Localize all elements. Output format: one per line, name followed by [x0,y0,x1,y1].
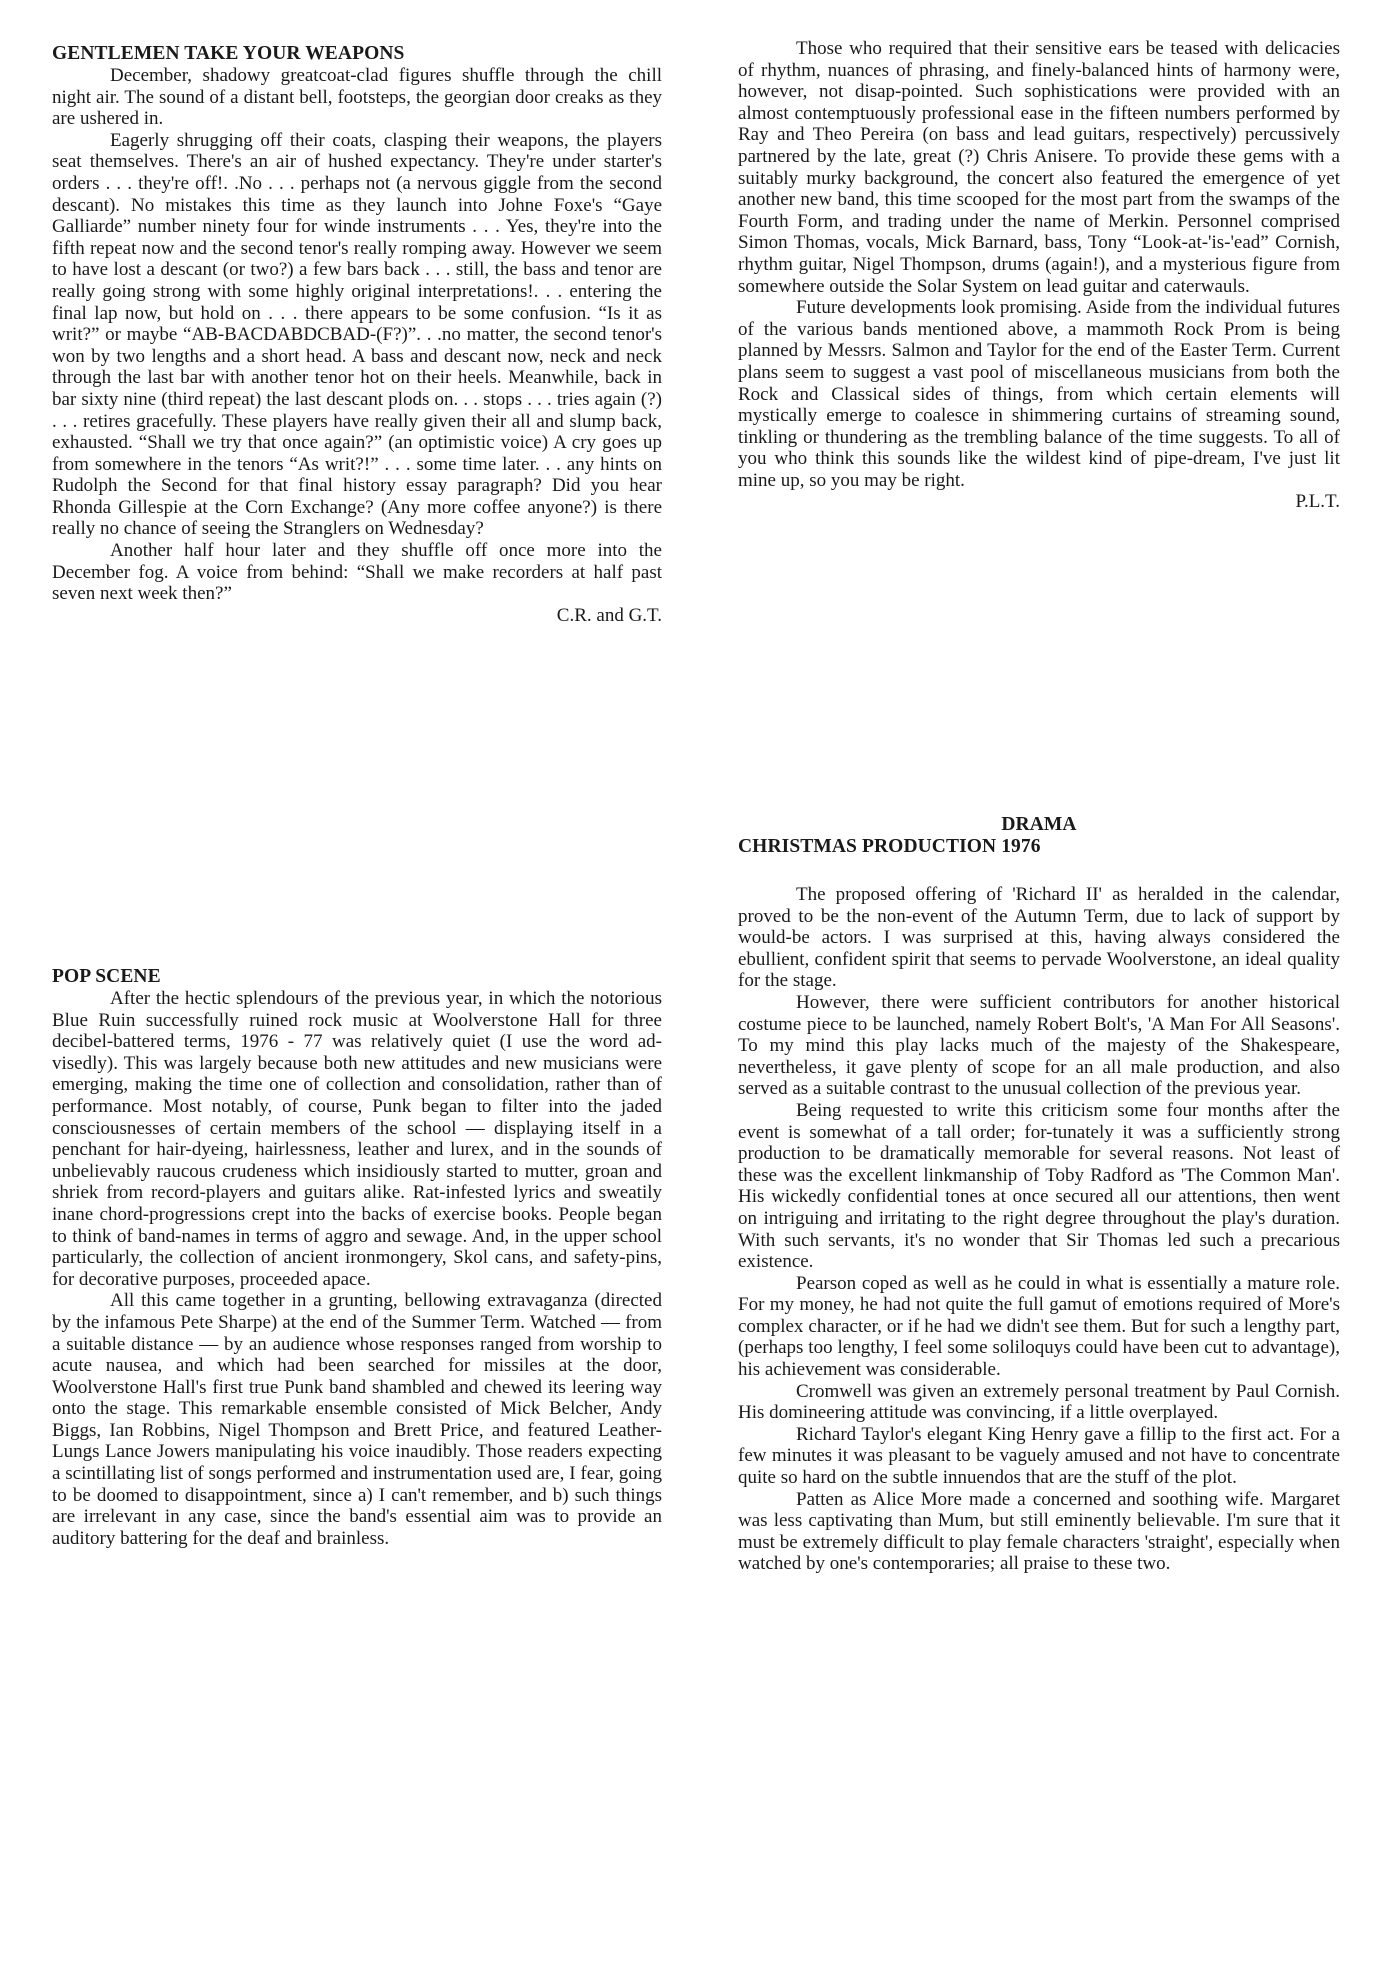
article-paragraph: Pearson coped as well as he could in what is essentially a mature role. For my money, he had not quite the full gamut of emotions required of More's complex character, or if he had we didn't see them. But for such a lengthy part, (perhaps too lengthy, I feel some soliloquys could have been cut to advantage), his achievement was considerable. [738,1272,1340,1381]
article-paragraph: All this came together in a grunting, bellowing extravaganza (directed by the infamous Pete Sharpe) at the end of the Summer Term. Watched — from a suitable distance — by an audience whose responses ranged from worship to acute nausea, and which had been searched for missiles at the door, Woolverstone Hall's first true Punk band shambled and chewed its leering way onto the stage. This remarkable ensemble consisted of Mick Belcher, Andy Biggs, Ian Robbins, Nigel Thompson and Brett Price, and featured Leather-Lungs Lance Jowers manipulating his voice inaudibly. Those readers expecting a scintillating list of songs performed and instrumentation used are, I fear, going to be doomed to disappointment, since a) I can't remember, and b) such things are irrelevant in any case, since the band's essential aim was to provide an auditory battering for the deaf and brainless. [52,1290,662,1549]
author-signoff: P.L.T. [1295,491,1340,513]
article-paragraph: Being requested to write this criticism some four months after the event is somewhat of a tall order; for-tunately it was a sufficiently strong production to be dramatically memorable for several reasons. Not least of these was the excellent linkmanship of Toby Radford as 'The Common Man'. His wickedly confidential tones at once secured all our attentions, then went on intriguing and irritating to the right degree throughout the play's duration. With such servants, it's no wonder that Sir Thomas led such a precarious existence. [738,1099,1340,1273]
article-paragraph: Richard Taylor's elegant King Henry gave a fillip to the first act. For a few minutes it was pleasant to be vaguely amused and not have to concentrate quite so hard on the subtle innuendos that are the stuff of the plot. [738,1423,1340,1489]
article-paragraph: Patten as Alice More made a concerned and soothing wife. Margaret was less captivating than Mum, but still eminently believable. I'm sure that it must be extremely difficult to play female characters 'straight', especially when watched by one's contemporaries; all praise to these two. [738,1488,1340,1575]
article-title: GENTLEMEN TAKE YOUR WEAPONS [52,43,405,64]
article-drama-christmas-production [738,814,1340,1575]
article-title: CHRISTMAS PRODUCTION 1976 [738,836,1041,857]
article-paragraph: December, shadowy greatcoat-clad figures shuffle through the chill night air. The sound of a distant bell, footsteps, the georgian door creaks as they are ushered in. [52,65,662,130]
article-gentlemen-take-your-weapons [52,43,662,627]
article-paragraph: Those who required that their sensitive ears be teased with delicacies of rhythm, nuances of phrasing, and finely-balanced hints of harmony were, however, not disap-pointed. Such sophistications were provided with an almost contemptuously professional ease in the fifteen numbers performed by Ray and Theo Pereira (on bass and lead guitars, respectively) percussively partnered by the late, great (?) Chris Anisere. To provide these gems with a suitably murky background, the concert also featured the emergence of yet another new band, this time scooped for the most part from the swamps of the Fourth Form, and trading under the name of Merkin. Personnel comprised Simon Thomas, vocals, Mick Barnard, bass, Tony “Look-at-'is-'ead” Cornish, rhythm guitar, Nigel Thompson, drums (again!), and a mysterious figure from somewhere outside the Solar System on lead guitar and caterwauls. [738,38,1340,297]
article-title: POP SCENE [52,966,161,987]
article-pop-scene-continued [738,38,1340,513]
article-paragraph: Eagerly shrugging off their coats, clasping their weapons, the players seat themselves. There's an air of hushed expectancy. They're under starter's orders . . . they're off!. .No . . . perhaps not (a nervous giggle from the second descant). No mistakes this time as they launch into Johne Foxe's “Gaye Galliarde” number ninety four for winde instruments . . . Yes, they're into the fifth repeat now and the second tenor's really romping away. However we seem to have lost a descant (or two?) a few bars back . . . still, the bass and tenor are really going strong with some highly original interpretations!. . . entering the final lap now, but hold on . . . there appears to be some confusion. “Is it as writ?” or maybe “AB-BACDABDCBAD-(F?)”. . .no matter, the second tenor's won by two lengths and a short head. A bass and descant now, neck and neck through the last bar with another tenor hot on their heels. Meanwhile, back in bar sixty nine (third repeat) the last descant plods on. . . stops . . . tries again (?) . . . retires gracefully. These players have really given their all and slump back, exhausted. “Shall we try that once again?” (an optimistic voice) A cry goes up from somewhere in the tenors “As writ?!” . . . some time later. . . any hints on Rudolph the Second for that final history essay paragraph? Did you hear Rhonda Gillespie at the Corn Exchange? (Any more coffee anyone?) is there really no chance of seeing the Stranglers on Wednesday? [52,129,662,540]
article-paragraph: However, there were sufficient contributors for another historical costume piece to be launched, namely Robert Bolt's, 'A Man For All Seasons'. To my mind this play lacks much of the majesty of the Shakespeare, nevertheless, it gave plenty of scope for an all male production, and also served as a suitable contrast to the unusual collection of the previous year. [738,991,1340,1100]
article-pop-scene [52,966,662,1549]
article-paragraph: Future developments look promising. Aside from the individual futures of the various bands mentioned above, a mammoth Rock Prom is being planned by Messrs. Salmon and Taylor for the end of the Easter Term. Current plans seem to suggest a vast pool of miscellaneous musicians from both the Rock and Classical sides of things, from which certain elements will mystically emerge to coalesce in shimmering curtains of streaming sound, tinkling or thundering as the trembling balance of the time suggests. To all of you who think this sounds like the wildest kind of pipe-dream, I've just lit mine up, so you may be right. [738,297,1340,491]
section-title: DRAMA [1001,814,1077,835]
article-heading [738,814,1340,858]
article-paragraph: Another half hour later and they shuffle off once more into the December fog. A voice from behind: “Shall we make recorders at half past seven next week then?” [52,540,662,605]
article-paragraph: Cromwell was given an extremely personal treatment by Paul Cornish. His domineering attitude was convincing, if a little overplayed. [738,1380,1340,1424]
article-paragraph: The proposed offering of 'Richard II' as heralded in the calendar, proved to be the non-event of the Autumn Term, due to lack of support by would-be actors. I was surprised at this, having always considered the ebullient, confident spirit that seems to pervade Woolverstone, an ideal quality for the stage. [738,884,1340,992]
article-paragraph: After the hectic splendours of the previous year, in which the notorious Blue Ruin successfully ruined rock music at Woolverstone Hall for three decibel-battered terms, 1976 - 77 was relatively quiet (I use the word ad-visedly). This was largely because both new attitudes and new musicians were emerging, making the time one of collection and consolidation, rather than of performance. Most notably, of course, Punk began to filter into the jaded consciousnesses of certain members of the school — displaying itself in a penchant for hair-dyeing, hairlessness, leather and lurex, and in the sounds of unbelievably raucous crudeness which insidiously started to mutter, groan and shriek from record-players and guitars alike. Rat-infested lyrics and sweatily inane chord-progressions crept into the backs of exercise books. People began to think of band-names in terms of aggro and sewage. And, in the upper school particularly, the collection of ancient ironmongery, Skol cans, and safety-pins, for decorative purposes, proceeded apace. [52,988,662,1290]
author-signoff: C.R. and G.T. [556,604,662,626]
